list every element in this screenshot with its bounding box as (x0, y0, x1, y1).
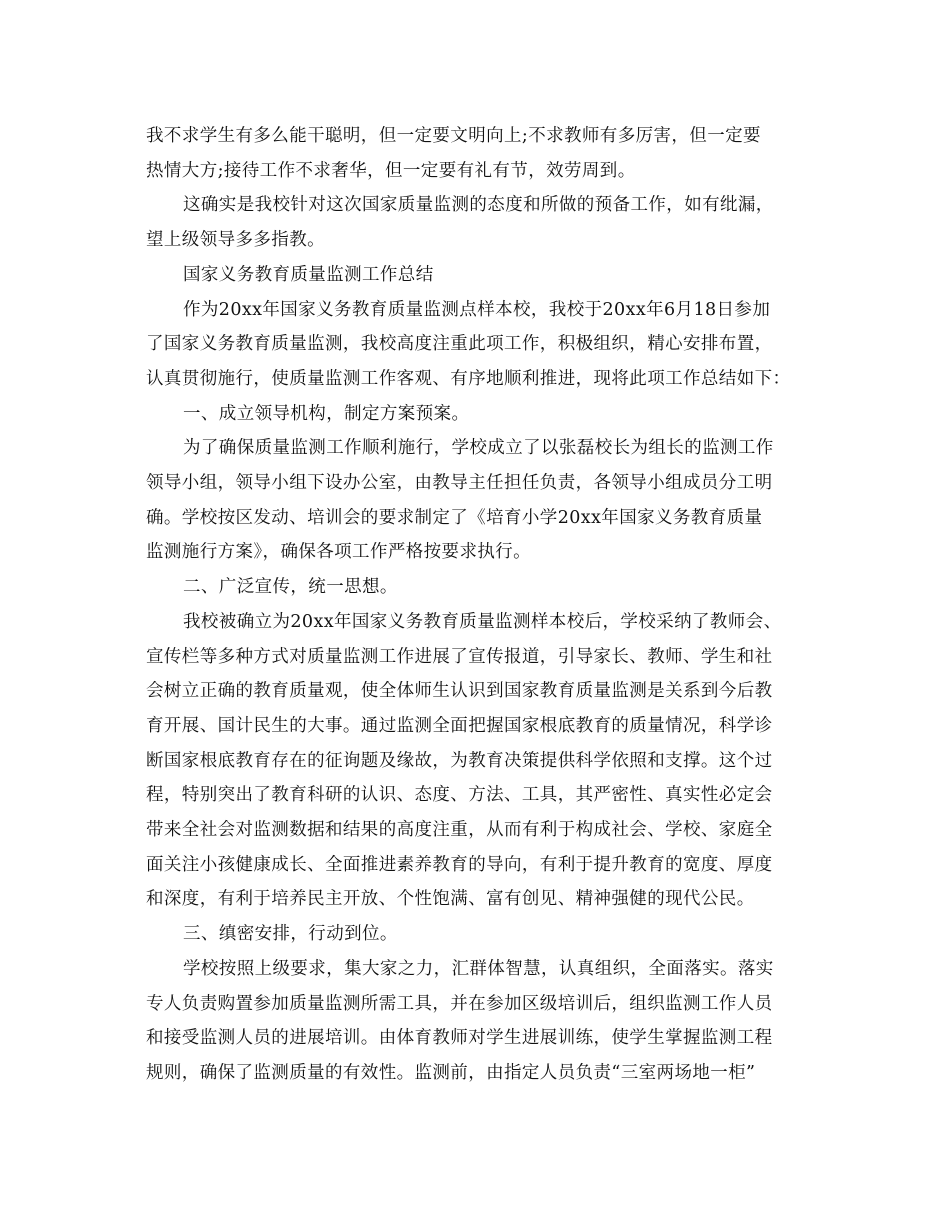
text-line: 国家义务教育质量监测工作总结 (183, 264, 434, 285)
text-line: 认真贯彻施行，使质量监测工作客观、有序地顺利推进，现将此项工作总结如下： (146, 368, 791, 389)
section-title (146, 258, 816, 293)
text-line: 规则，确保了监测质量的有效性。监测前，由指定人员负责“三室两场地一柜” (146, 1062, 756, 1083)
text-line: 程，特别突出了教育科研的认识、态度、方法、工具，其严密性、真实性必定会 (146, 785, 773, 806)
section-heading (146, 917, 816, 952)
paragraph (146, 431, 816, 570)
text-line: 热情大方;接待工作不求奢华，但一定要有礼有节，效劳周到。 (146, 160, 636, 181)
text-line: 望上级领导多多指教。 (146, 230, 325, 251)
text-line: 作为20xx年国家义务教育质量监测点样本校，我校于20xx年6月18日参加 (183, 299, 771, 320)
text-line: 为了确保质量监测工作顺利施行，学校成立了以张磊校长为组长的监测工作 (183, 438, 774, 459)
text-line: 我不求学生有多么能干聪明，但一定要文明向上;不求教师有多厉害，但一定要 (146, 126, 761, 146)
text-line: 会树立正确的教育质量观，使全体师生认识到国家教育质量监测是关系到今后教 (146, 681, 773, 702)
paragraph (146, 188, 816, 257)
paragraph (146, 605, 816, 917)
text-line: 专人负责购置参加质量监测所需工具，并在参加区级培训后，组织监测工作人员 (146, 993, 773, 1014)
text-line: 领导小组，领导小组下设办公室，由教导主任担任负责，各领导小组成员分工明 (146, 473, 773, 494)
text-line: 学校按照上级要求，集大家之力，汇群体智慧，认真组织，全面落实。落实 (183, 958, 774, 979)
text-line: 一、成立领导机构，制定方案预案。 (183, 403, 470, 424)
text-line: 育开展、国计民生的大事。通过监测全面把握国家根底教育的质量情况，科学诊 (146, 715, 773, 736)
text-line: 了国家义务教育质量监测，我校高度注重此项工作，积极组织，精心安排布置， (146, 334, 773, 355)
text-line: 带来全社会对监测数据和结果的高度注重，从而有利于构成社会、学校、家庭全 (146, 820, 773, 841)
text-line: 三、缜密安排，行动到位。 (183, 924, 398, 945)
text-line: 断国家根底教育存在的征询题及缘故，为教育决策提供科学依照和支撑。这个过 (146, 750, 773, 771)
section-heading (146, 397, 816, 432)
paragraph (146, 119, 816, 188)
text-line: 宣传栏等多种方式对质量监测工作进展了宣传报道，引导家长、教师、学生和社 (146, 646, 773, 667)
text-line: 我校被确立为20xx年国家义务教育质量监测样本校后，学校采纳了教师会、 (183, 611, 782, 632)
document-body (146, 119, 816, 1091)
paragraph (146, 952, 816, 1091)
text-line: 二、广泛宣传，统一思想。 (183, 577, 398, 598)
text-line: 和接受监测人员的进展培训。由体育教师对学生进展训练，使学生掌握监测工程 (146, 1028, 773, 1049)
text-line: 面关注小孩健康成长、全面推进素养教育的导向，有利于提升教育的宽度、厚度 (146, 854, 773, 875)
text-line: 确。学校按区发动、培训会的要求制定了《培育小学20xx年国家义务教育质量 (146, 507, 763, 528)
text-line: 这确实是我校针对这次国家质量监测的态度和所做的预备工作，如有纰漏， (183, 195, 774, 216)
section-heading (146, 570, 816, 605)
text-line: 监测施行方案》，确保各项工作严格按要求执行。 (146, 542, 532, 563)
paragraph (146, 293, 816, 397)
text-line: 和深度，有利于培养民主开放、个性饱满、富有创见、精神强健的现代公民。 (146, 889, 755, 910)
